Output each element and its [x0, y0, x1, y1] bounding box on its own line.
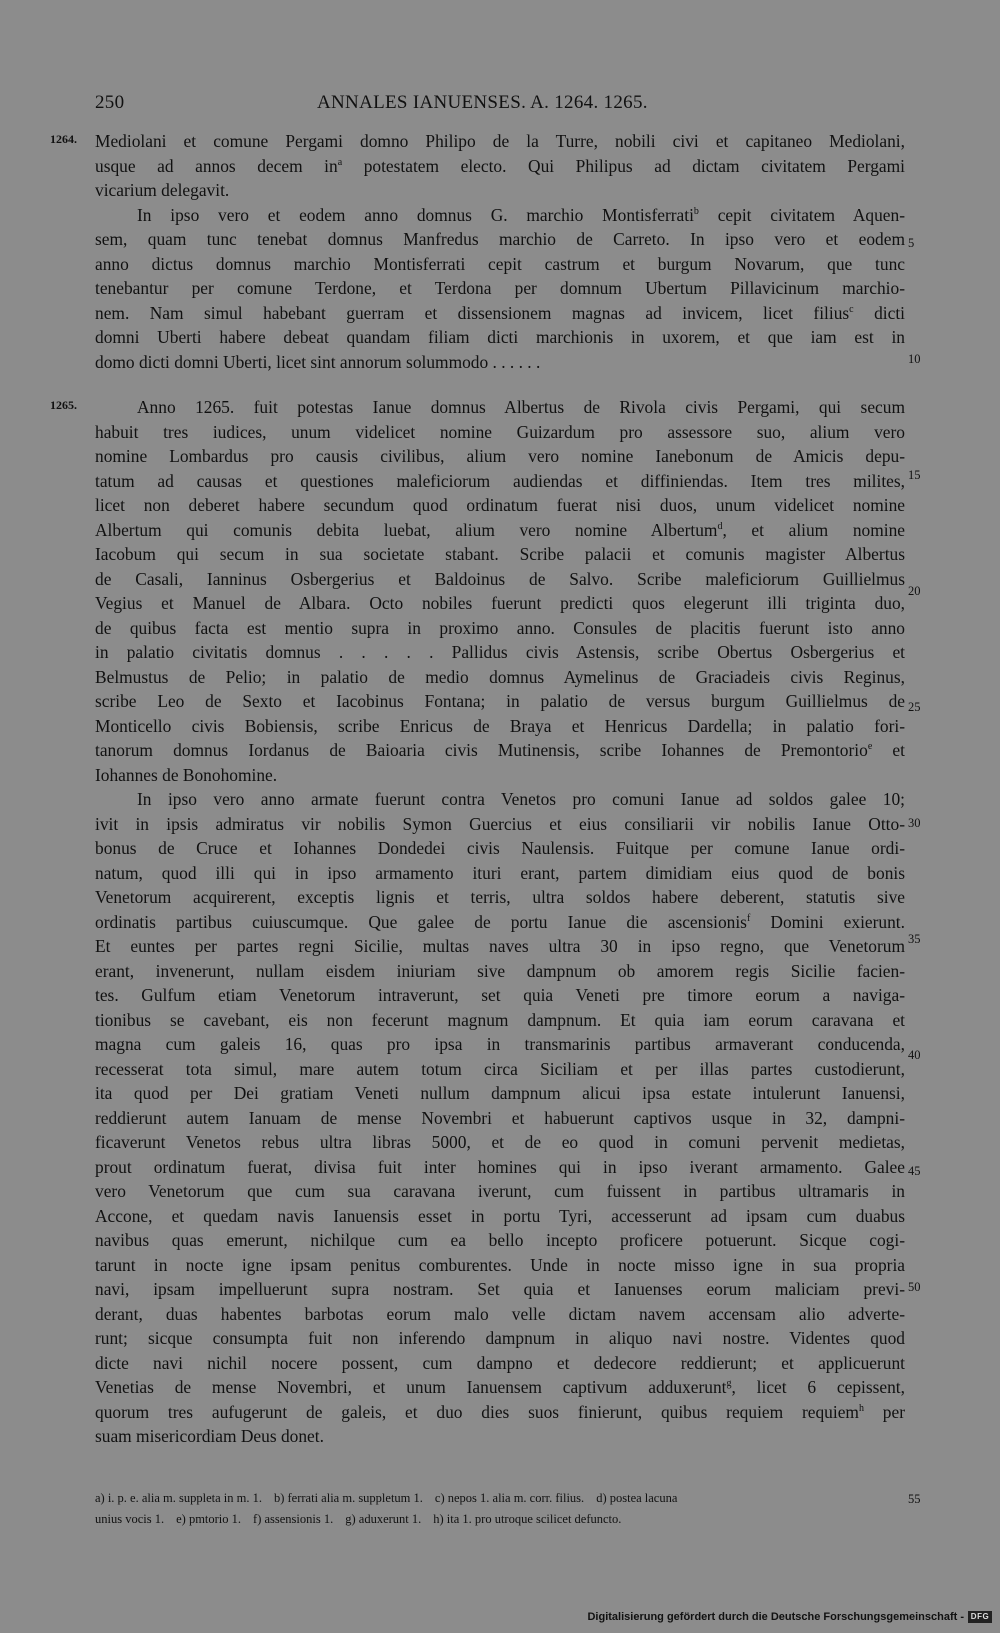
footnote-marker: a [337, 156, 343, 168]
text-line-content: vicarium delegavit. [95, 180, 230, 200]
text-line [95, 1375, 905, 1400]
text-line-content: recesserat tota simul, mare autem totum circa Siciliam et per illas partes custodierunt, [95, 1058, 905, 1079]
text-line [95, 616, 905, 641]
text-line [95, 1130, 905, 1155]
text-line-content: domni Uberti habere debeat quandam filiam dicti marchionis in uxorem, et que iam est in [95, 327, 905, 347]
text-line [95, 1155, 905, 1180]
footnotes [95, 1488, 905, 1530]
line-number: 10 [908, 352, 921, 366]
footnote-marker: b [693, 205, 699, 217]
text-line [95, 1351, 905, 1376]
text-line-content: de Casali, Ianninus Osbergerius et Baldoinus de Salvo. Scribe maleficiorum Guillielmus [95, 568, 905, 589]
footnote: f) assensionis 1. [253, 1512, 334, 1526]
page-number: 250 [95, 92, 125, 113]
text-line-content: magna cum galeis 16, quas pro ipsa in transmarinis partibus armaverant conducenda, [95, 1034, 905, 1054]
footnote: b) ferrati alia m. suppletum 1. [273, 1491, 423, 1505]
footnote: g) aduxerunt 1. [345, 1512, 422, 1526]
footnote: c) nepos 1. alia m. corr. filius. [434, 1491, 585, 1505]
footnote-marker: h [858, 1402, 864, 1414]
text-line [95, 1081, 905, 1106]
text-line-content: Mediolani et comune Pergami domno Philipo de la Turre, nobili civi et capitaneo Mediolani, [95, 131, 905, 151]
text-line-content: In ipso vero et eodem anno domnus G. marchio Montisferrati [137, 204, 694, 225]
text-line-content: usque ad annos decem in [95, 155, 338, 176]
text-line [95, 1253, 905, 1278]
text-line-content: potestatem electo. Qui Philipus ad dictam civitatem Pergami [342, 155, 906, 176]
text-line-content: navibus quas emerunt, nichilque cum ea bello incepto proficere potuerunt. Sicque cogi- [95, 1230, 905, 1250]
text-line [95, 1424, 905, 1449]
text-line [95, 301, 905, 326]
text-line-content: habuit tres iudices, unum videlicet nomine Guizardum pro assessore suo, alium vero [95, 421, 905, 442]
footnote-marker: e [867, 741, 873, 753]
text-line [95, 1228, 905, 1253]
text-block-1265 [95, 395, 905, 1449]
text-line-content: runt; sicque consumpta fuit non inferendo dampnum in aliquo navi nostre. Videntes quod [95, 1328, 905, 1348]
text-line-content: Venetorum acquirerent, exceptis lignis et terris, ultra soldos habere deberent, statutis sive [95, 887, 905, 907]
text-line [95, 325, 905, 350]
text-line [95, 493, 905, 518]
footnote-marker: c [849, 303, 854, 315]
text-line [95, 812, 905, 837]
text-line [95, 885, 905, 910]
text-line-content: erant, invenerunt, nullam eisdem iniuriam sive dampnum ob amorem regis Sicilie facien- [95, 960, 905, 981]
text-line [95, 861, 905, 886]
footnote: d) postea lacuna [596, 1491, 678, 1505]
text-line [95, 665, 905, 690]
text-line-content: cepit civitatem Aquen- [698, 204, 905, 225]
text-line [95, 591, 905, 616]
text-line-content: natum, quod illi qui in ipso armamento ituri erant, partem dimidiam eius quod de bonis [95, 862, 905, 883]
text-line [95, 1106, 905, 1131]
text-line [95, 395, 905, 420]
text-line-content: licet non deberet habere secundum quod ordinatum fuerat nisi duos, unum videlicet nomine [95, 495, 905, 515]
text-line [95, 154, 905, 179]
text-line [95, 910, 905, 935]
text-line [95, 1302, 905, 1327]
text-line [95, 983, 905, 1008]
text-line-content: Iohannes de Bonohomine. [95, 764, 278, 785]
text-line [95, 763, 905, 788]
text-line [95, 738, 905, 763]
text-line-content: et [872, 740, 905, 760]
text-line [95, 350, 905, 375]
text-line-content: tatum ad causas et questiones maleficiorum audiendas et diffiniendas. Item tres milites, [95, 470, 905, 491]
line-number: 50 [908, 1280, 921, 1294]
text-line-content: scribe Leo de Sexto et Iacobinus Fontana; in palatio de versus burgum Guillielmus de [95, 691, 905, 711]
text-line [95, 518, 905, 543]
text-line-content: tenebantur per comune Terdone, et Terdona per domnum Ubertum Pillavicinum marchio- [95, 278, 905, 298]
line-number: 20 [908, 584, 921, 598]
text-line-content: quorum tres aufugerunt de galeis, et duo dies suos finierunt, quibus requiem requiem [95, 1401, 859, 1422]
text-line [95, 1326, 905, 1351]
text-line-content: tarunt in nocte igne ipsam penitus comburentes. Unde in nocte misso igne in sua propria [95, 1254, 905, 1275]
footnote-line [95, 1488, 905, 1509]
text-line-content: sem, quam tunc tenebat domnus Manfredus marchio de Carreto. In ipso vero et eodem [95, 229, 905, 249]
text-line-content: Monticello civis Bobiensis, scribe Enricus de Braya et Henricus Dardella; in palatio fori- [95, 715, 905, 736]
text-line [95, 469, 905, 494]
text-line-content: domo dicti domni Uberti, licet sint annorum solummodo . . . . . . [95, 351, 541, 372]
text-line-content: Venetias de mense Novembri, et unum Ianuensem captivum adduxerunt [95, 1377, 727, 1397]
footnote: e) pmtorio 1. [176, 1512, 242, 1526]
text-line-content: anno dictus domnus marchio Montisferrati cepit castrum et burgum Novarum, que tunc [95, 253, 905, 274]
text-line-content: , et alium nomine [722, 519, 905, 540]
text-line [95, 689, 905, 714]
text-line [95, 252, 905, 277]
text-line-content: tanorum domnus Iordanus de Baioaria civis Mutinensis, scribe Iohannes de Premontorio [95, 740, 868, 760]
text-line [95, 836, 905, 861]
text-line [95, 1400, 905, 1425]
text-line-content: Et euntes per partes regni Sicilie, multas naves ultra 30 in ipso regno, que Venetorum [95, 936, 905, 956]
line-number: 15 [908, 468, 921, 482]
text-line-content: dicte navi nichil nocere possent, cum dampno et dedecore reddierunt; et applicuerunt [95, 1352, 905, 1373]
text-line-content: , licet 6 cepissent, [731, 1377, 905, 1397]
line-number: 5 [908, 236, 915, 250]
text-line-content: tes. Gulfum etiam Venetorum intraverunt, set quia Veneti pre timore eorum a naviga- [95, 985, 905, 1005]
text-line-content: Accone, et quedam navis Ianuensis esset in portu Tyri, accesserunt ad ipsam cum duabus [95, 1205, 905, 1226]
text-line-content: bonus de Cruce et Iohannes Dondedei civis Naulensis. Fuitque per comune Ianue ordi- [95, 838, 905, 858]
text-line-content: ivit in ipsis admiratus vir nobilis Symon Guercius et eius consiliarii vir nobilis Ianue Otto- [95, 813, 905, 834]
text-line-content: Albertum qui comunis debita luebat, alium vero nomine Albertum [95, 519, 718, 540]
text-line [95, 420, 905, 445]
text-line-content: nem. Nam simul habebant guerram et dissensionem magnas ad invicem, licet filius [95, 302, 850, 323]
line-number: 35 [908, 932, 921, 946]
text-line-content: nomine Lombardus pro causis civilibus, alium vero nomine Ianebonum de Amicis depu- [95, 446, 905, 466]
page-header [95, 92, 905, 122]
text-line-content: Belmustus de Pelio; in palatio de medio domnus Aymelinus de Graciadeis civis Reginus, [95, 666, 905, 687]
text-line-content: de quibus facta est mentio supra in proximo anno. Consules de placitis fuerunt isto anno [95, 617, 905, 638]
text-line [95, 178, 905, 203]
footnote-line [95, 1509, 905, 1530]
text-line [95, 1057, 905, 1082]
text-line-content: ita quod per Dei gratiam Veneti nullum dampnum alicui ipsa estate intulerunt Ianuensi, [95, 1083, 905, 1103]
footnote-marker: f [746, 912, 751, 924]
text-line-content: navi, ipsam impelluerunt supra nostram. Set quia et Ianuenses eorum maliciam previ- [95, 1279, 905, 1299]
footnote: unius vocis 1. [95, 1512, 165, 1526]
text-line [95, 640, 905, 665]
text-line-content: prout ordinatum fuerat, divisa fuit inter homines qui in ipso iverant armamento. Galee [95, 1156, 905, 1177]
text-line-content: In ipso vero anno armate fuerunt contra Venetos pro comuni Ianue ad soldos galee 10; [137, 789, 905, 809]
line-number: 40 [908, 1048, 921, 1062]
text-line [95, 1032, 905, 1057]
text-line-content: Iacobum qui secum in sua societate stabant. Scribe palacii et comunis magister Albertus [95, 544, 905, 564]
dfg-logo: DFG [968, 1611, 992, 1623]
text-line-content: suam misericordiam Deus donet. [95, 1426, 324, 1446]
text-line-content: per [863, 1401, 905, 1422]
text-line [95, 714, 905, 739]
text-line [95, 276, 905, 301]
text-line [95, 1179, 905, 1204]
text-line-content: in palatio civitatis domnus . . . . . Pallidus civis Astensis, scribe Obertus Osbergerius et [95, 642, 905, 662]
footnote: h) ita 1. pro utroque scilicet defuncto. [433, 1512, 622, 1526]
line-number: 25 [908, 700, 921, 714]
text-line [95, 227, 905, 252]
text-line-content: ordinatis partibus cuiuscumque. Que galee de portu Ianue die ascensionis [95, 911, 747, 932]
margin-year-1265: 1265. [50, 398, 77, 412]
text-line-content: dicti [853, 302, 905, 323]
margin-year-1264: 1264. [50, 132, 77, 146]
text-line-content: vero Venetorum que cum sua caravana iverunt, cum fuissent in partibus ultramaris in [95, 1181, 905, 1201]
text-line-content: Vegius et Manuel de Albara. Octo nobiles fuerunt predicti quos elegerunt illi triginta duo, [95, 593, 905, 613]
text-line-content: derant, duas habentes barbotas eorum malo velle dictam navem accensam alio adverte- [95, 1303, 905, 1324]
text-line [95, 787, 905, 812]
text-line [95, 934, 905, 959]
text-line-content: Domini exierunt. [750, 911, 905, 932]
text-line-content: ficaverunt Venetos rebus ultra libras 5000, et de eo quod in comuni pervenit medietas, [95, 1132, 905, 1152]
footnote: a) i. p. e. alia m. suppleta in m. 1. [95, 1491, 262, 1505]
footnote-marker: d [717, 520, 723, 532]
text-line [95, 444, 905, 469]
footnote-marker: g [726, 1378, 732, 1390]
dfg-credit-text: Digitalisierung gefördert durch die Deutsche Forschungsgemeinschaft - [587, 1611, 964, 1623]
text-line-content: tionibus se cavebant, eis non fecerunt magnum dampnum. Et quia iam eorum caravana et [95, 1009, 905, 1030]
text-line [95, 542, 905, 567]
text-line [95, 567, 905, 592]
text-line-content: reddierunt autem Ianuam de mense Novembri et habuerunt captivos usque in 32, dampni- [95, 1107, 905, 1128]
text-line [95, 959, 905, 984]
dfg-credit [587, 1611, 992, 1623]
text-line [95, 203, 905, 228]
running-title: ANNALES IANUENSES. A. 1264. 1265. [317, 92, 648, 113]
text-block-1264 [95, 129, 905, 374]
line-number: 45 [908, 1164, 921, 1178]
text-line [95, 1008, 905, 1033]
line-number: 55 [908, 1492, 921, 1506]
text-line [95, 1204, 905, 1229]
text-line-content: Anno 1265. fuit potestas Ianue domnus Albertus de Rivola civis Pergami, qui secum [137, 397, 905, 417]
line-number: 30 [908, 816, 921, 830]
text-line [95, 1277, 905, 1302]
text-line [95, 129, 905, 154]
